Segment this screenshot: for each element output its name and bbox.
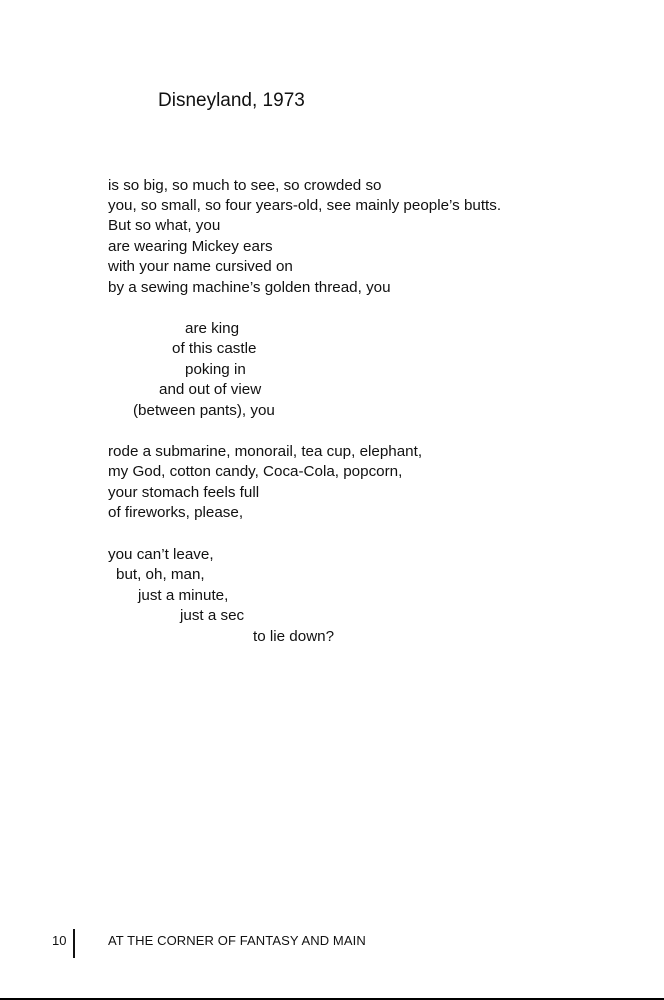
poem-line: your stomach feels full	[108, 484, 260, 501]
poem-line: rode a submarine, monorail, tea cup, elephant,	[108, 443, 423, 460]
poem-line: by a sewing machine’s golden thread, you	[108, 279, 391, 296]
poem-title: Disneyland, 1973	[158, 90, 305, 111]
poem-line: But so what, you	[108, 217, 221, 234]
poem-line: are king	[185, 320, 240, 337]
poem-line: poking in	[185, 361, 246, 378]
poem-line: of this castle	[172, 340, 257, 357]
poem-line: to lie down?	[253, 628, 335, 645]
poem-line: just a sec	[180, 607, 245, 624]
poem-line: you can’t leave,	[108, 546, 214, 563]
poem-line: you, so small, so four years-old, see mainly people’s butts.	[108, 197, 502, 214]
poem-line: my God, cotton candy, Coca-Cola, popcorn,	[108, 463, 403, 480]
poem-line: of fireworks, please,	[108, 504, 244, 521]
poem-line: is so big, so much to see, so crowded so	[108, 177, 382, 194]
page-number: 10	[52, 933, 67, 948]
poem-line: and out of view	[159, 381, 262, 398]
running-head-book-title: AT THE CORNER OF FANTASY AND MAIN	[108, 933, 366, 948]
footer-divider	[73, 929, 75, 958]
poem-line: with your name cursived on	[108, 258, 293, 275]
poem-line: (between pants), you	[133, 402, 275, 419]
poem-line: are wearing Mickey ears	[108, 238, 273, 255]
poem-line: just a minute,	[138, 587, 229, 604]
poem-line: but, oh, man,	[116, 566, 205, 583]
